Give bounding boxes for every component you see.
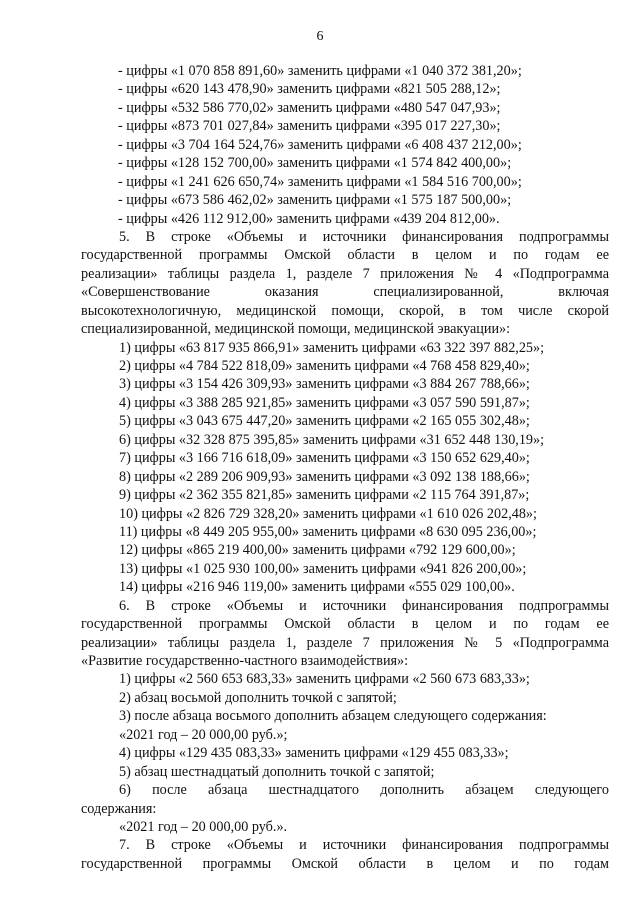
text-line: 11) цифры «8 449 205 955,00» заменить цифрами «8 630 095 236,00»;: [119, 523, 537, 540]
text-line: 5. В строке «Объемы и источники финансирования подпрограммы: [119, 228, 609, 245]
text-line: 13) цифры «1 025 930 100,00» заменить цифрами «941 826 200,00»;: [119, 560, 527, 577]
text-line: государственной программы Омской области в целом и по годам ее: [81, 616, 609, 633]
text-line: государственной программы Омской области в целом и по годам: [81, 855, 609, 872]
text-line: 3) цифры «3 154 426 309,93» заменить цифрами «3 884 267 788,66»;: [119, 376, 530, 393]
text-line: реализации» таблицы раздела 1, разделе 7 приложения № 4 «Подпрограмма: [81, 265, 609, 282]
text-line: специализированной, медицинской помощи, медицинской эвакуации»:: [81, 321, 511, 338]
text-line: «2021 год – 20 000,00 руб.».: [119, 818, 288, 835]
text-line: высокотехнологичную, медицинской помощи, скорой, в том числе скорой: [81, 302, 609, 319]
text-line: 2) цифры «4 784 522 818,09» заменить цифрами «4 768 458 829,40»;: [119, 358, 530, 374]
text-line: 10) цифры «2 826 729 328,20» заменить цифрами «1 610 026 202,48»;: [119, 505, 537, 522]
text-line: 12) цифры «865 219 400,00» заменить цифрами «792 129 600,00»;: [119, 542, 516, 559]
text-line: содержания:: [81, 800, 157, 817]
text-line: - цифры «128 152 700,00» заменить цифрами «1 574 842 400,00»;: [118, 155, 512, 172]
page-number: 6: [316, 29, 324, 44]
text-line: 7. В строке «Объемы и источники финансирования подпрограммы: [119, 837, 609, 854]
text-line: 5) цифры «3 043 675 447,20» заменить цифрами «2 165 055 302,48»;: [119, 413, 530, 430]
text-line: - цифры «1 241 626 650,74» заменить цифрами «1 584 516 700,00»;: [118, 173, 522, 190]
text-line: 9) цифры «2 362 355 821,85» заменить цифрами «2 115 764 391,87»;: [119, 487, 530, 504]
text-line: - цифры «620 143 478,90» заменить цифрами «821 505 288,12»;: [118, 81, 501, 98]
text-line: - цифры «532 586 770,02» заменить цифрами «480 547 047,93»;: [118, 99, 501, 116]
text-line: 6. В строке «Объемы и источники финансирования подпрограммы: [119, 597, 609, 614]
text-line: государственной программы Омской области в целом и по годам ее: [81, 247, 609, 264]
text-line: 8) цифры «2 289 206 909,93» заменить цифрами «3 092 138 188,66»;: [119, 468, 530, 485]
document-body: [81, 62, 609, 873]
text-line: 5) абзац шестнадцатый дополнить точкой с запятой;: [119, 763, 435, 780]
text-line: 6) цифры «32 328 875 395,85» заменить цифрами «31 652 448 130,19»;: [119, 431, 545, 448]
text-line: 7) цифры «3 166 716 618,09» заменить цифрами «3 150 652 629,40»;: [119, 450, 530, 467]
text-line: - цифры «426 112 912,00» заменить цифрами «439 204 812,00».: [118, 210, 500, 227]
text-line: 1) цифры «2 560 653 683,33» заменить цифрами «2 560 673 683,33»;: [119, 671, 530, 688]
text-line: реализации» таблицы раздела 1, разделе 7 приложения № 5 «Подпрограмма: [81, 634, 609, 651]
text-line: 3) после абзаца восьмого дополнить абзацем следующего содержания:: [119, 708, 547, 725]
text-line: «Совершенствование оказания специализированной, включая: [81, 284, 609, 301]
text-line: 6) после абзаца шестнадцатого дополнить абзацем следующего: [119, 782, 609, 799]
text-line: - цифры «1 070 858 891,60» заменить цифрами «1 040 372 381,20»;: [118, 63, 522, 79]
text-line: «2021 год – 20 000,00 руб.»;: [119, 726, 288, 743]
text-line: 4) цифры «129 435 083,33» заменить цифрами «129 455 083,33»;: [119, 745, 509, 762]
text-line: - цифры «873 701 027,84» заменить цифрами «395 017 227,30»;: [118, 118, 501, 135]
text-line: «Развитие государственно-частного взаимодействия»:: [81, 653, 409, 669]
text-line: 14) цифры «216 946 119,00» заменить цифрами «555 029 100,00».: [119, 579, 515, 596]
text-line: - цифры «673 586 462,02» заменить цифрами «1 575 187 500,00»;: [118, 192, 512, 209]
text-line: 4) цифры «3 388 285 921,85» заменить цифрами «3 057 590 591,87»;: [119, 394, 530, 411]
text-line: - цифры «3 704 164 524,76» заменить цифрами «6 408 437 212,00»;: [118, 136, 522, 153]
text-line: 1) цифры «63 817 935 866,91» заменить цифрами «63 322 397 882,25»;: [119, 339, 545, 356]
text-line: 2) абзац восьмой дополнить точкой с запятой;: [119, 689, 397, 706]
